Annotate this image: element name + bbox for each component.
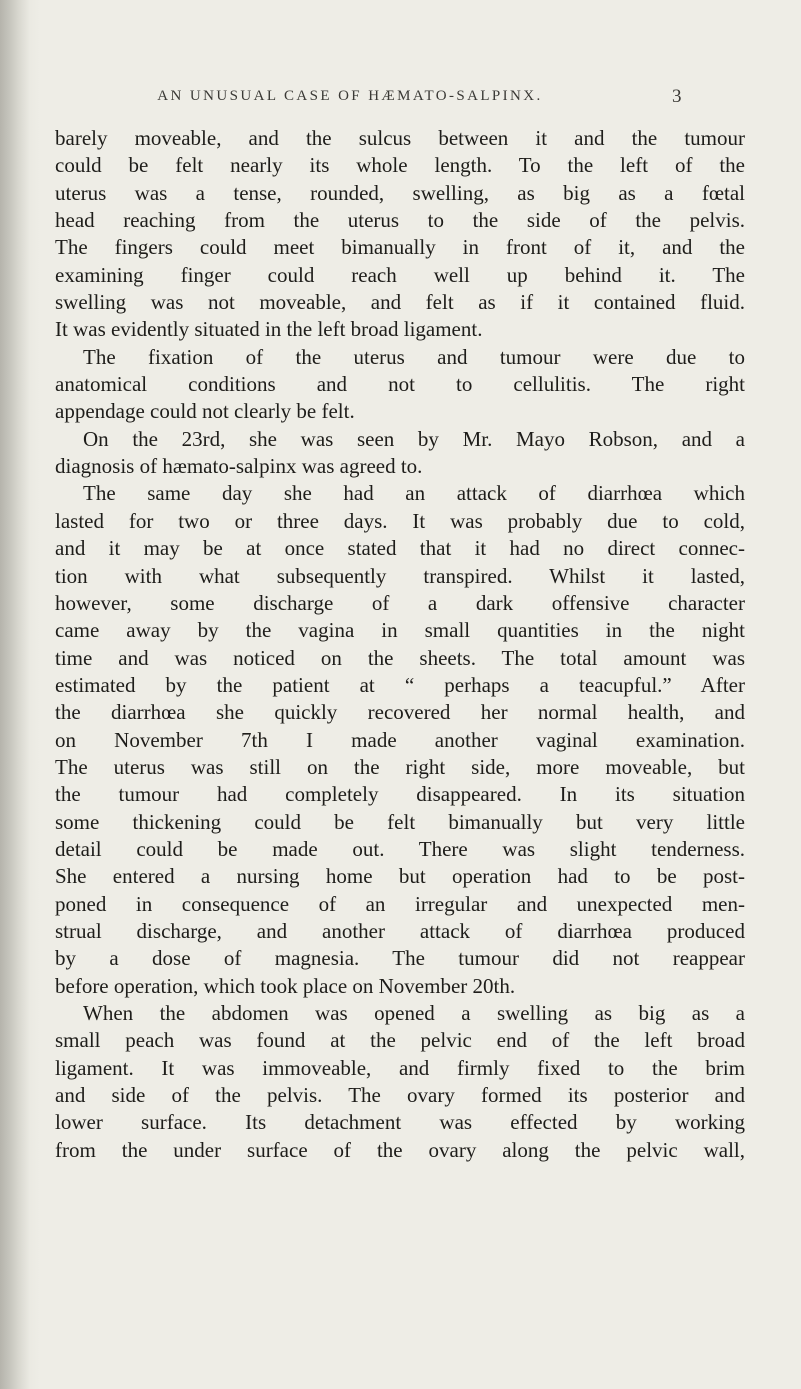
text-line: some thickening could be felt bimanually but very little (55, 809, 745, 834)
text-line: It was evidently situated in the left broad ligament. (55, 317, 483, 342)
text-line: diagnosis of hæmato-salpinx was agreed to. (55, 454, 423, 479)
text-line: came away by the vagina in small quantities in the night (55, 618, 745, 643)
text-line: detail could be made out. There was slight tenderness. (55, 836, 745, 861)
text-line: anatomical conditions and not to cellulitis. The right (55, 372, 745, 397)
text-line: and side of the pelvis. The ovary formed its posterior and (55, 1083, 745, 1108)
running-head (0, 88, 801, 118)
text-line: lower surface. Its detachment was effected by working (55, 1110, 745, 1135)
page-number: 3 (672, 86, 682, 107)
running-title: AN UNUSUAL CASE OF HÆMATO-SALPINX. (157, 88, 543, 104)
text-line: the diarrhœa she quickly recovered her normal health, and (55, 700, 745, 725)
text-line: on November 7th I made another vaginal examination. (55, 727, 745, 752)
text-line: the tumour had completely disappeared. In its situation (55, 782, 745, 807)
text-line: The uterus was still on the right side, more moveable, but (55, 754, 745, 779)
text-line: swelling was not moveable, and felt as if it contained fluid. (55, 290, 745, 315)
text-line: The fingers could meet bimanually in front of it, and the (55, 235, 745, 260)
text-line: however, some discharge of a dark offensive character (55, 590, 745, 615)
text-line: When the abdomen was opened a swelling as big as a (83, 1001, 745, 1025)
text-line: and it may be at once stated that it had no direct connec- (55, 536, 745, 561)
text-line: strual discharge, and another attack of diarrhœa produced (55, 918, 745, 943)
text-line: tion with what subsequently transpired. Whilst it lasted, (55, 563, 745, 588)
text-line: could be felt nearly its whole length. To the left of the (55, 153, 745, 178)
text-line: small peach was found at the pelvic end of the left broad (55, 1028, 745, 1053)
gutter-shadow (0, 0, 30, 1389)
text-line: On the 23rd, she was seen by Mr. Mayo Robson, and a (83, 426, 745, 451)
text-line: appendage could not clearly be felt. (55, 399, 355, 424)
text-line: time and was noticed on the sheets. The total amount was (55, 645, 745, 670)
text-line: from the under surface of the ovary along the pelvic wall, (55, 1137, 745, 1162)
text-line: head reaching from the uterus to the side of the pelvis. (55, 208, 745, 233)
text-line: She entered a nursing home but operation had to be post- (55, 864, 745, 889)
body-text (55, 125, 745, 1164)
text-line: examining finger could reach well up behind it. The (55, 262, 745, 287)
text-line: The fixation of the uterus and tumour were due to (83, 344, 745, 369)
text-line: barely moveable, and the sulcus between it and the tumour (55, 126, 745, 150)
text-line: lasted for two or three days. It was probably due to cold, (55, 508, 745, 533)
text-line: The same day she had an attack of diarrhœa which (83, 481, 745, 506)
text-line: poned in consequence of an irregular and unexpected men- (55, 891, 745, 916)
text-line: ligament. It was immoveable, and firmly fixed to the brim (55, 1055, 745, 1080)
text-line: before operation, which took place on November 20th. (55, 973, 516, 998)
text-line: by a dose of magnesia. The tumour did not reappear (55, 946, 745, 971)
text-line: uterus was a tense, rounded, swelling, as big as a fœtal (55, 180, 745, 205)
text-line: estimated by the patient at “ perhaps a teacupful.” After (55, 672, 745, 697)
